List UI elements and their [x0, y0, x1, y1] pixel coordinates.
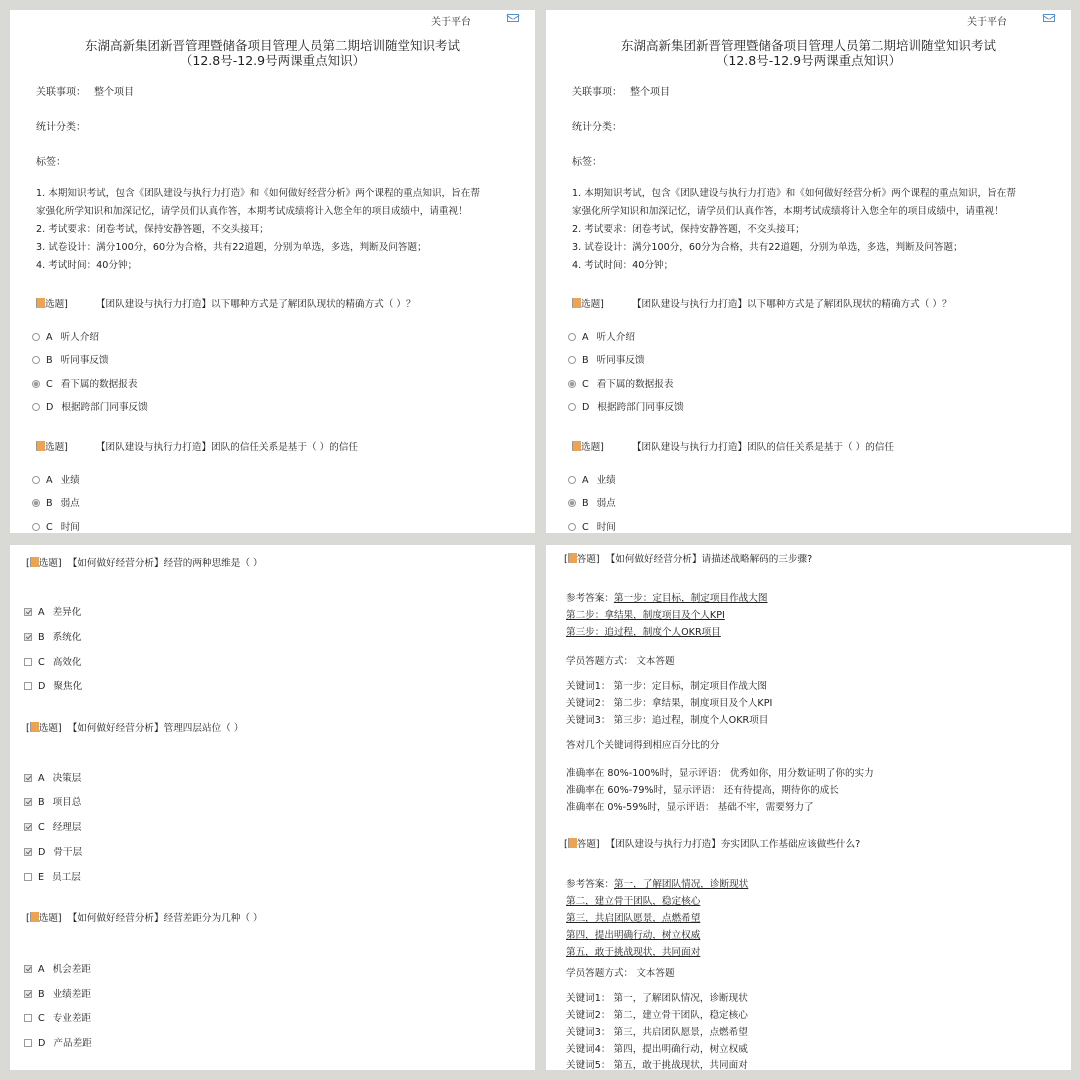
option-letter: A: [582, 475, 589, 486]
option-e[interactable]: [24, 869, 81, 883]
option-letter: B: [46, 498, 53, 509]
question-header: [ 答题] 【如何做好经营分析】请描述战略解码的三步骤?: [564, 554, 813, 565]
checkbox-icon[interactable]: [24, 873, 32, 881]
option-text: 看下属的数据报表: [60, 379, 138, 390]
tag-field: 标签：: [572, 157, 602, 168]
option-b[interactable]: [24, 629, 81, 643]
option-letter: D: [38, 681, 46, 692]
note-line: 家强化所学知识和加深记忆，请学员们认真作答，本期考试成绩将计入您全年的项目成绩中，请重视！: [572, 206, 1004, 217]
radio-selected-icon[interactable]: [568, 499, 576, 507]
title-line-2: （12.8号-12.9号两课重点知识）: [179, 53, 366, 68]
related-value: 整个项目: [94, 87, 134, 98]
option-letter: B: [38, 797, 45, 808]
stat-field: 统计分类：: [36, 122, 86, 133]
option-a[interactable]: [24, 604, 81, 618]
stat-field: 统计分类：: [572, 122, 622, 133]
exam-notes: [572, 185, 1071, 275]
radio-icon[interactable]: [32, 403, 40, 411]
ref-label: 参考答案：: [566, 879, 614, 890]
question-type: 选题]: [38, 723, 62, 734]
ref-label: 参考答案：: [566, 593, 614, 604]
option-b[interactable]: [568, 495, 616, 509]
ref-line: 第二，建立骨干团队，稳定核心: [566, 896, 701, 907]
option-text: 业绩差距: [52, 989, 91, 1000]
rating-line: 准确率在 80%-100%时，显示评语： 优秀如你，用分数证明了你的实力: [566, 768, 874, 779]
question-tag-icon: [568, 838, 577, 848]
related-field: [572, 83, 670, 98]
option-letter: B: [38, 989, 45, 1000]
exam-panel-top-left: [10, 10, 535, 533]
option-a[interactable]: [568, 472, 616, 486]
option-d[interactable]: [24, 1035, 92, 1049]
option-letter: D: [46, 402, 54, 413]
option-text: 骨干层: [53, 847, 83, 858]
note-line: 2. 考试要求：闭卷考试，保持安静答题，不交头接耳；: [572, 224, 805, 235]
option-a[interactable]: [24, 770, 81, 784]
checkbox-checked-icon[interactable]: [24, 990, 32, 998]
title-line-2: （12.8号-12.9号两课重点知识）: [715, 53, 902, 68]
ref-line: 第一步：定目标，制定项目作战大图: [613, 593, 768, 604]
question-header: [ 选题] 【如何做好经营分析】经营差距分为几种（ ）: [26, 913, 263, 924]
radio-icon[interactable]: [32, 476, 40, 484]
option-a[interactable]: [32, 472, 80, 486]
question-tag-icon: [36, 441, 45, 451]
option-c[interactable]: [24, 654, 81, 668]
question-text: 【如何做好经营分析】请描述战略解码的三步骤?: [605, 554, 813, 565]
option-letter: B: [582, 498, 589, 509]
option-text: 产品差距: [53, 1038, 92, 1049]
page-title: [10, 38, 535, 68]
title-line-1: 东湖高新集团新晋管理暨储备项目管理人员第二期培训随堂知识考试: [84, 38, 460, 53]
option-letter: D: [38, 1038, 46, 1049]
option-letter: C: [46, 522, 53, 533]
keyword-line: 关键词3： 第三步：追过程，制度个人OKR项目: [566, 715, 769, 726]
option-text: 高效化: [52, 657, 82, 668]
option-d[interactable]: [24, 844, 82, 858]
option-letter: C: [582, 522, 589, 533]
ref-line: 第三步：追过程，制度个人OKR项目: [566, 627, 721, 638]
tag-field: 标签：: [36, 157, 66, 168]
option-letter: C: [38, 657, 45, 668]
question-type: 答题]: [576, 554, 600, 565]
option-b[interactable]: [568, 352, 645, 366]
option-letter: A: [38, 773, 45, 784]
option-letter: B: [582, 355, 589, 366]
keyword-line: 关键词1： 第一步：定目标，制定项目作战大图: [566, 681, 768, 692]
radio-icon[interactable]: [568, 356, 576, 364]
checkbox-checked-icon[interactable]: [24, 798, 32, 806]
reference-answer: [566, 590, 767, 604]
question-type: 选题]: [581, 299, 604, 310]
option-letter: A: [46, 332, 53, 343]
option-d[interactable]: [24, 678, 82, 692]
keyword-line: 关键词1： 第一，了解团队情况，诊断现状: [566, 993, 748, 1004]
mail-icon[interactable]: [1043, 14, 1055, 22]
exam-panel-bottom-left: [10, 545, 535, 1070]
option-letter: E: [38, 872, 45, 883]
option-text: 时间: [60, 522, 80, 533]
radio-selected-icon[interactable]: [32, 380, 40, 388]
radio-icon[interactable]: [32, 523, 40, 531]
note-line: 1. 本期知识考试，包含《团队建设与执行力打造》和《如何做好经营分析》两个课程的重点知识，旨在帮: [36, 188, 480, 199]
checkbox-checked-icon[interactable]: [24, 848, 32, 856]
question-header: [572, 296, 952, 310]
option-text: 听同事反馈: [596, 355, 645, 366]
option-text: 听人介绍: [596, 332, 635, 343]
option-letter: D: [582, 402, 590, 413]
option-c[interactable]: [568, 519, 616, 533]
checkbox-checked-icon[interactable]: [24, 965, 32, 973]
option-a[interactable]: [568, 329, 635, 343]
related-field: [36, 83, 134, 98]
exam-panel-bottom-right: [546, 545, 1071, 1070]
question-type: 选题]: [45, 299, 68, 310]
exam-notes: [36, 185, 535, 275]
question-text: 【团队建设与执行力打造】团队的信任关系是基于（ ）的信任: [631, 442, 895, 453]
about-platform-link[interactable]: 关于平台: [967, 17, 1007, 28]
ref-line: 第三，共启团队愿景，点燃希望: [566, 913, 701, 924]
option-text: 听同事反馈: [60, 355, 109, 366]
option-c[interactable]: [568, 376, 673, 390]
exam-panel-top-right: [546, 10, 1071, 533]
top-bar: [546, 10, 1071, 28]
radio-selected-icon[interactable]: [568, 380, 576, 388]
radio-icon[interactable]: [568, 333, 576, 341]
option-letter: D: [38, 847, 46, 858]
option-letter: B: [38, 632, 45, 643]
title-line-1: 东湖高新集团新晋管理暨储备项目管理人员第二期培训随堂知识考试: [620, 38, 996, 53]
option-d[interactable]: [32, 399, 148, 413]
checkbox-checked-icon[interactable]: [24, 608, 32, 616]
option-text: 根据跨部门同事反馈: [597, 402, 684, 413]
option-letter: C: [582, 379, 589, 390]
question-header: [572, 439, 894, 453]
question-tag-icon: [572, 441, 581, 451]
keyword-line: 关键词5： 第五，敢于挑战现状，共同面对: [566, 1060, 748, 1070]
keyword-line: 关键词4： 第四，提出明确行动，树立权威: [566, 1044, 748, 1055]
keyword-line: 关键词2： 第二，建立骨干团队，稳定核心: [566, 1010, 748, 1021]
note-line: 3. 试卷设计：满分100分，60分为合格，共有22道题，分别为单选，多选，判断及问答题；: [572, 242, 963, 253]
question-tag-icon: [30, 912, 39, 922]
option-b[interactable]: [32, 352, 109, 366]
question-text: 【团队建设与执行力打造】团队的信任关系是基于（ ）的信任: [95, 442, 359, 453]
option-text: 员工层: [52, 872, 81, 883]
question-type: 选题]: [45, 442, 68, 453]
question-header: [ 选题] 【如何做好经营分析】管理四层站位（ ）: [26, 723, 244, 734]
note-line: 4. 考试时间：40分钟；: [36, 260, 138, 271]
mail-icon[interactable]: [507, 14, 519, 22]
question-text: 【如何做好经营分析】管理四层站位（ ）: [67, 723, 244, 734]
option-letter: C: [38, 1013, 45, 1024]
question-type: 选题]: [38, 558, 62, 569]
option-text: 系统化: [52, 632, 82, 643]
related-value: 整个项目: [630, 87, 670, 98]
option-letter: A: [38, 964, 45, 975]
radio-icon[interactable]: [568, 403, 576, 411]
question-text: 【团队建设与执行力打造】以下哪种方式是了解团队现状的精确方式（ ）？: [95, 299, 416, 310]
ref-line: 第四，提出明确行动，树立权威: [566, 930, 701, 941]
checkbox-icon[interactable]: [24, 1039, 32, 1047]
checkbox-icon[interactable]: [24, 658, 32, 666]
checkbox-checked-icon[interactable]: [24, 774, 32, 782]
note-line: 2. 考试要求：闭卷考试，保持安静答题，不交头接耳；: [36, 224, 269, 235]
question-tag-icon: [30, 557, 39, 567]
radio-icon[interactable]: [32, 333, 40, 341]
option-text: 看下属的数据报表: [596, 379, 674, 390]
option-c[interactable]: [32, 519, 80, 533]
note-line: 3. 试卷设计：满分100分，60分为合格，共有22道题，分别为单选，多选，判断及问答题；: [36, 242, 427, 253]
ref-line: 第五，敢于挑战现状，共同面对: [566, 947, 701, 958]
radio-icon[interactable]: [32, 356, 40, 364]
page-title: [546, 38, 1071, 68]
option-c[interactable]: [24, 819, 81, 833]
option-text: 时间: [596, 522, 616, 533]
option-b[interactable]: [32, 495, 80, 509]
question-text: 【团队建设与执行力打造】夯实团队工作基础应该做些什么?: [605, 839, 861, 850]
keyword-line: 关键词2： 第二步：拿结果，制度项目及个人KPI: [566, 698, 773, 709]
radio-selected-icon[interactable]: [32, 499, 40, 507]
question-header: [ 答题] 【团队建设与执行力打造】夯实团队工作基础应该做些什么?: [564, 839, 861, 850]
option-text: 决策层: [52, 773, 82, 784]
option-text: 根据跨部门同事反馈: [61, 402, 148, 413]
note-line: 家强化所学知识和加深记忆，请学员们认真作答，本期考试成绩将计入您全年的项目成绩中，请重视！: [36, 206, 468, 217]
option-b[interactable]: [24, 986, 91, 1000]
answer-method: 学员答题方式： 文本答题: [566, 656, 675, 667]
option-text: 机会差距: [52, 964, 91, 975]
option-letter: A: [46, 475, 53, 486]
radio-icon[interactable]: [568, 523, 576, 531]
question-tag-icon: [568, 553, 577, 563]
radio-icon[interactable]: [568, 476, 576, 484]
checkbox-checked-icon[interactable]: [24, 823, 32, 831]
ref-line: 第一，了解团队情况，诊断现状: [613, 879, 749, 890]
top-bar: [10, 10, 535, 28]
question-tag-icon: [36, 298, 45, 308]
question-type: 答题]: [576, 839, 600, 850]
option-text: 听人介绍: [60, 332, 99, 343]
note-line: 1. 本期知识考试，包含《团队建设与执行力打造》和《如何做好经营分析》两个课程的重点知识，旨在帮: [572, 188, 1016, 199]
option-text: 差异化: [52, 607, 82, 618]
answer-method: 学员答题方式： 文本答题: [566, 968, 675, 979]
question-header: [36, 439, 358, 453]
about-platform-link[interactable]: 关于平台: [431, 17, 471, 28]
option-text: 弱点: [596, 498, 616, 509]
question-text: 【如何做好经营分析】经营差距分为几种（ ）: [67, 913, 263, 924]
keyword-line: 关键词3： 第三，共启团队愿景，点燃希望: [566, 1027, 748, 1038]
option-letter: C: [38, 822, 45, 833]
option-a[interactable]: [32, 329, 99, 343]
option-d[interactable]: [568, 399, 684, 413]
option-letter: C: [46, 379, 53, 390]
option-letter: A: [582, 332, 589, 343]
option-letter: B: [46, 355, 53, 366]
checkbox-icon[interactable]: [24, 682, 32, 690]
note-line: 4. 考试时间：40分钟；: [572, 260, 674, 271]
option-text: 业绩: [60, 475, 80, 486]
option-a[interactable]: [24, 961, 91, 975]
question-tag-icon: [572, 298, 581, 308]
reference-answer: [566, 876, 748, 890]
related-label: 关联事项：: [36, 87, 86, 98]
question-type: 选题]: [38, 913, 62, 924]
rating-line: 准确率在 0%-59%时，显示评语： 基础不牢，需要努力了: [566, 802, 814, 813]
option-c[interactable]: [32, 376, 137, 390]
option-b[interactable]: [24, 794, 81, 808]
checkbox-checked-icon[interactable]: [24, 633, 32, 641]
score-note: 答对几个关键词得到相应百分比的分: [566, 740, 720, 751]
option-letter: A: [38, 607, 45, 618]
rating-line: 准确率在 60%-79%时，显示评语： 还有待提高，期待你的成长: [566, 785, 839, 796]
question-header: [36, 296, 416, 310]
option-c[interactable]: [24, 1010, 91, 1024]
option-text: 经理层: [52, 822, 82, 833]
related-label: 关联事项：: [572, 87, 622, 98]
option-text: 弱点: [60, 498, 80, 509]
question-type: 选题]: [581, 442, 604, 453]
question-header: [ 选题] 【如何做好经营分析】经营的两种思维是（ ）: [26, 558, 263, 569]
option-text: 聚焦化: [53, 681, 83, 692]
option-text: 项目总: [52, 797, 82, 808]
checkbox-icon[interactable]: [24, 1014, 32, 1022]
question-text: 【如何做好经营分析】经营的两种思维是（ ）: [67, 558, 263, 569]
question-tag-icon: [30, 722, 39, 732]
ref-line: 第二步：拿结果，制度项目及个人KPI: [566, 610, 725, 621]
option-text: 业绩: [596, 475, 616, 486]
question-text: 【团队建设与执行力打造】以下哪种方式是了解团队现状的精确方式（ ）？: [631, 299, 952, 310]
option-text: 专业差距: [52, 1013, 92, 1024]
